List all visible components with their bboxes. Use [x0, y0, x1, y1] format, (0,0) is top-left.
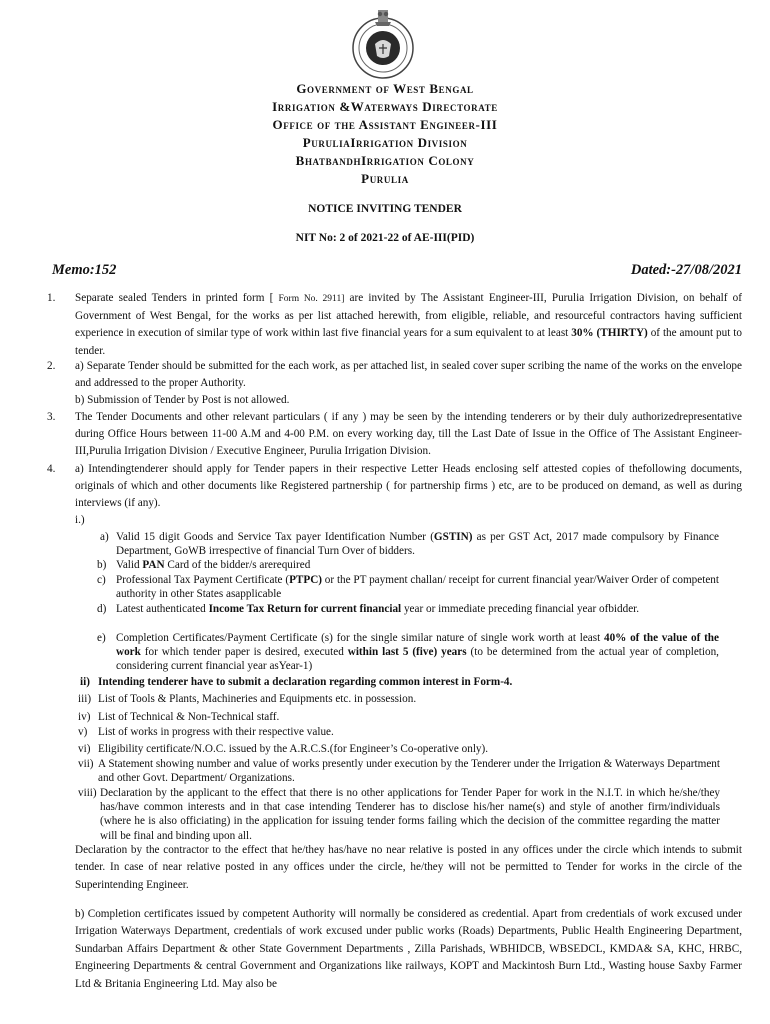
notice-title: NOTICE INVITING TENDER — [308, 203, 462, 215]
roman-label: iii) — [78, 693, 92, 705]
item-vii-text: A Statement showing number and value of works presently under execution by the Tenderer under the Irrigation & Waterways Department and other Govt. Department/ Organizations. — [98, 758, 720, 785]
item-vi-text: Eligibility certificate/N.O.C. issued by the A.R.C.S.(for Engineer’s Co-operative only). — [98, 743, 489, 755]
header-colony: BhatbandhIrrigation Colony — [295, 153, 475, 168]
item-number: 1. — [47, 292, 56, 304]
memo-date: Dated:-27/08/2021 — [630, 262, 742, 278]
header-office: Office of the Assistant Engineer-III — [272, 117, 498, 132]
memo-number: Memo:152 — [52, 262, 117, 278]
header-directorate: Irrigation &Waterways Directorate — [272, 99, 498, 114]
sub-item-label: c) — [97, 574, 106, 586]
item-3-text: The Tender Documents and other relevant particulars ( if any ) may be seen by the intending tenderers or by their duly authorizedrepresentative during Office Hours between 11-00 A.M and 4-00 P.M. on every working day, till the Last Date of Issue in the Office of The Assistant Engineer-III,Purulia Irrigation Division / Executive Engineer, Purulia Irrigation Division. — [75, 411, 742, 458]
sub-item-label: a) — [100, 531, 109, 543]
nit-number: NIT No: 2 of 2021-22 of AE-III(PID) — [295, 232, 475, 244]
sub-item-label: d) — [97, 603, 107, 615]
item-number: 4. — [47, 463, 56, 475]
sub-item-completion-certificates: Completion Certificates/Payment Certificate (s) for the single similar nature of single work worth at least 40% of the value of the work for which tender paper is desired, executed within last 5 (five) years (to be determined from the actual year of completion, considering current financial year asYear-1) — [116, 632, 719, 673]
item-iv-text: List of Technical & Non-Technical staff. — [98, 711, 280, 723]
item-2a-text: a) Separate Tender should be submitted for the each work, as per attached list, in sealed cover super scribing the name of the works on the envelope and addressed to the proper Authority. — [75, 360, 742, 390]
declaration-text: Declaration by the contractor to the effect that he/they has/have no near relative is posted in any offices under the circle which intends to submit tender. In case of near relative posted in any offices under the circle, he/they will not be permitted to Tender for works in the circle of the Superintending Engineer. — [75, 844, 742, 891]
sub-item-income-tax: Latest authenticated Income Tax Return for current financial year or immediate preceding financial year ofbidder. — [116, 603, 640, 615]
government-emblem-icon — [345, 8, 421, 84]
sub-item-label: e) — [97, 632, 106, 644]
sub-item-label: b) — [97, 559, 107, 571]
sub-item-gstin: Valid 15 digit Goods and Service Tax payer Identification Number (GSTIN) as per GST Act, 2017 made compulsory by Finance Department, GoWB irrespective of financial Turn Over of bidders. — [116, 531, 719, 558]
roman-label: ii) — [80, 676, 90, 688]
item-ii-text: Intending tenderer have to submit a declaration regarding common interest in Form-4. — [98, 676, 513, 688]
item-viii-text: Declaration by the applicant to the effect that there is no other applications for Tender Paper for work in the N.I.T. in which he/she/they has/have common interests and in that case intending Tenderer has to disclose his/her name(s) and style of another firm/individuals (where he is also officiating) in the application for issuing tender forms failing which the decision of the committee regarding the matter will be final and binding upon all. — [100, 787, 720, 842]
item-v-text: List of works in progress with their respective value. — [98, 726, 334, 738]
item-2b-text: b) Submission of Tender by Post is not allowed. — [75, 394, 290, 406]
roman-label: v) — [78, 726, 88, 738]
roman-label: vii) — [78, 758, 94, 770]
item-number: 2. — [47, 360, 56, 372]
header-division: PuruliaIrrigation Division — [302, 135, 468, 150]
item-iii-text: List of Tools & Plants, Machineries and Equipments etc. in possession. — [98, 693, 417, 705]
item-1-text: Separate sealed Tenders in printed form [ Form No. 2911] are invited by The Assistant Engineer-III, Purulia Irrigation Division, on behalf of Government of West Bengal, for the works as per list attached herewith, from eligible, reliable, and resourceful contractors having sufficient experience in execution of similar type of work within last five financial years for a sum equivalent to at least 30% (THIRTY) of the amount put to tender. — [75, 292, 743, 357]
sub-item-pan: Valid PAN Card of the bidder/s arerequired — [116, 559, 311, 571]
roman-label: iv) — [78, 711, 91, 723]
roman-label: vi) — [78, 743, 91, 755]
roman-label: viii) — [78, 787, 97, 799]
item-number: 3. — [47, 411, 56, 423]
item-4a-text: a) Intendingtenderer should apply for Tender papers in their respective Letter Heads enclosing self attested copies of thefollowing documents, originals of which and other documents like Registered partnership ( for partnership firms ) etc, are to be produced on demand, as well as during interviews (if any). — [75, 463, 742, 510]
header-city: Purulia — [361, 171, 409, 186]
sub-list-label: i.) — [75, 514, 85, 526]
item-4b-text: b) Completion certificates issued by competent Authority will normally be considered as credential. Apart from credentials of work excused under Irrigation Waterways Department, credentials of work excused under public works (Roads) Departments, Public Health Engineering Department, Sundarban Affairs Department & other State Government Departments , Zilla Parishads, WBHIDCB, WBSEDCL, KMDA& SA, KHC, HRBC, Engineering Departments & central Government and Organizations like railways, KOPT and Mackintosh Burn Ltd., Wasting house Saxby Farmer Ltd & Britania Engineering Ltd. May also be — [75, 908, 742, 990]
sub-item-ptpc: Professional Tax Payment Certificate (PTPC) or the PT payment challan/ receipt for current financial year/Waiver Order of competent authority in other States asapplicable — [116, 574, 719, 601]
header-government: Government of West Bengal — [296, 81, 474, 96]
